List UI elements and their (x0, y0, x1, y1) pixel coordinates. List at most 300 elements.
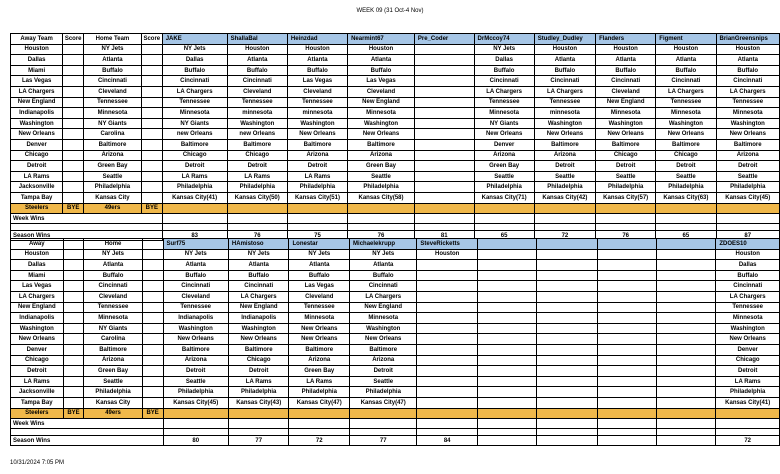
home-score-cell (142, 281, 163, 292)
week-wins-cell (537, 419, 597, 429)
pick-cell (417, 366, 478, 377)
pick-cell: Tennessee (227, 97, 287, 108)
pick-cell: Philadelphia (350, 387, 417, 398)
pick-cell (537, 313, 597, 324)
week-wins-cell (596, 214, 656, 224)
pick-cell: Kansas City(50) (227, 192, 287, 203)
home-team-cell: Green Bay (84, 161, 142, 172)
pick-cell (537, 366, 597, 377)
pick-cell: Cleveland (596, 86, 656, 97)
away-team-cell: Detroit (11, 161, 63, 172)
pick-cell: Cleveland (289, 291, 350, 302)
game-row (11, 313, 780, 324)
home-team-cell: Buffalo (84, 65, 142, 76)
pick-cell: Atlanta (227, 55, 287, 66)
pick-cell: Philadelphia (162, 182, 227, 193)
week-wins-cell (597, 419, 656, 429)
player-name-header: Lonestar (289, 239, 350, 250)
pick-cell (657, 260, 716, 271)
spacer-cell (414, 224, 474, 231)
away-team-cell: Las Vegas (11, 76, 63, 87)
pick-cell: Buffalo (228, 270, 289, 281)
pick-cell: Minnesota (716, 313, 780, 324)
bye-cell: BYE (141, 203, 162, 214)
home-team-cell: Atlanta (84, 55, 142, 66)
column-header: Away Team (11, 34, 63, 45)
pick-cell (477, 334, 536, 345)
away-score-cell (63, 97, 84, 108)
bye-filler-cell (596, 203, 656, 214)
season-wins-cell: 76 (596, 231, 656, 241)
pick-cell: Washington (348, 118, 415, 129)
player-name-header: BrianGreensnips (716, 34, 780, 45)
pick-cell: Baltimore (596, 139, 656, 150)
pick-cell (477, 344, 536, 355)
away-score-cell (63, 86, 84, 97)
away-team-cell: LA Chargers (11, 86, 63, 97)
away-score-cell (63, 55, 84, 66)
week-wins-cell (657, 419, 716, 429)
bye-filler-cell (162, 203, 227, 214)
bye-row (11, 408, 780, 419)
pick-cell (537, 323, 597, 334)
game-row (11, 249, 780, 260)
pick-cell: LA Rams (287, 171, 347, 182)
away-team-cell: Washington (11, 323, 64, 334)
bottom-pick-sheet (10, 238, 780, 446)
pick-cell: LA Rams (716, 376, 780, 387)
pick-cell (537, 344, 597, 355)
away-score-cell (63, 65, 84, 76)
away-team-cell: Miami (11, 270, 64, 281)
pick-cell: Minnesota (656, 108, 716, 119)
week-wins-cell (417, 419, 478, 429)
home-team-cell: Tennessee (84, 302, 142, 313)
home-team-cell: Arizona (84, 150, 142, 161)
away-score-cell (63, 323, 84, 334)
pick-cell: Seattle (534, 171, 595, 182)
pick-cell: Cincinnati (656, 76, 716, 87)
pick-cell (657, 376, 716, 387)
pick-cell: NY Giants (474, 118, 534, 129)
pick-cell: Kansas City(45) (716, 192, 780, 203)
pick-cell: LA Chargers (716, 86, 780, 97)
bye-filler-cell (348, 203, 415, 214)
home-score-cell (141, 86, 162, 97)
away-score-cell (63, 355, 84, 366)
pick-cell: Denver (716, 344, 780, 355)
pick-cell: Buffalo (716, 270, 780, 281)
home-score-cell (142, 355, 163, 366)
pick-cell: Green Bay (474, 161, 534, 172)
week-wins-cell (348, 214, 415, 224)
home-team-cell: Baltimore (84, 139, 142, 150)
pick-cell: Detroit (162, 161, 227, 172)
pick-cell (597, 397, 656, 408)
pick-cell: Washington (227, 118, 287, 129)
pick-cell: Cincinnati (716, 76, 780, 87)
pick-cell (537, 302, 597, 313)
week-wins-cell (228, 419, 289, 429)
away-team-cell: Tampa Bay (11, 397, 64, 408)
season-wins-cell: 87 (716, 231, 780, 241)
bye-filler-cell (716, 203, 780, 214)
home-team-cell: Buffalo (84, 270, 142, 281)
game-row (11, 55, 780, 66)
header-row (11, 34, 780, 45)
pick-cell (477, 249, 536, 260)
pick-cell (477, 270, 536, 281)
away-score-cell (63, 291, 84, 302)
pick-cell (477, 260, 536, 271)
pick-cell: Philadelphia (348, 182, 415, 193)
pick-cell: Buffalo (227, 65, 287, 76)
away-team-cell: New England (11, 97, 63, 108)
column-header (142, 239, 163, 250)
pick-cell: LA Chargers (656, 86, 716, 97)
pick-cell: Detroit (596, 161, 656, 172)
season-wins-label: Season Wins (11, 231, 163, 241)
pick-cell: Baltimore (227, 139, 287, 150)
pick-cell: LA Chargers (228, 291, 289, 302)
pick-cell: Washington (534, 118, 595, 129)
pick-cell: Philadelphia (474, 182, 534, 193)
pick-cell: Buffalo (534, 65, 595, 76)
week-wins-cell (227, 214, 287, 224)
header-row (11, 239, 780, 250)
season-wins-cell: 76 (348, 231, 415, 241)
bye-filler-cell (716, 408, 780, 419)
away-team-cell: Houston (11, 44, 63, 55)
pick-cell: Kansas City(43) (228, 397, 289, 408)
away-score-cell (63, 108, 84, 119)
pick-cell: Baltimore (162, 139, 227, 150)
home-team-cell: Cincinnati (84, 76, 142, 87)
game-row (11, 344, 780, 355)
player-name-header: Studley_Dudley (534, 34, 595, 45)
pick-cell (537, 397, 597, 408)
pick-cell: Atlanta (596, 55, 656, 66)
home-team-cell: Philadelphia (84, 182, 142, 193)
away-team-cell: Chicago (11, 150, 63, 161)
player-name-header: ZDOES10 (716, 239, 780, 250)
away-score-cell (63, 150, 84, 161)
pick-cell: LA Chargers (162, 86, 227, 97)
pick-cell: Philadelphia (596, 182, 656, 193)
pick-cell: NY Jets (228, 249, 289, 260)
pick-cell: Kansas City(41) (162, 192, 227, 203)
pick-cell: Buffalo (474, 65, 534, 76)
pick-cell: Philadelphia (716, 182, 780, 193)
game-row (11, 323, 780, 334)
away-team-cell: New Orleans (11, 129, 63, 140)
pick-cell: LA Rams (162, 171, 227, 182)
away-score-cell (63, 139, 84, 150)
pick-cell: Detroit (228, 366, 289, 377)
pick-cell (657, 323, 716, 334)
spacer-cell (716, 224, 780, 231)
season-wins-cell: 77 (350, 436, 417, 446)
pick-cell: Cleveland (227, 86, 287, 97)
pick-cell (657, 397, 716, 408)
pick-cell: Dallas (716, 260, 780, 271)
pick-cell: LA Chargers (534, 86, 595, 97)
home-score-cell (141, 182, 162, 193)
pick-cell: Washington (163, 323, 228, 334)
home-team-cell: Kansas City (84, 192, 142, 203)
pick-cell (417, 397, 478, 408)
home-team-cell: NY Giants (84, 323, 142, 334)
pick-cell: Atlanta (163, 260, 228, 271)
pick-cell: Tennessee (534, 97, 595, 108)
pick-cell: Arizona (474, 150, 534, 161)
season-wins-row (11, 436, 780, 446)
home-score-cell (142, 376, 163, 387)
away-score-cell (63, 334, 84, 345)
pick-cell: New Orleans (348, 129, 415, 140)
pick-cell: Cleveland (348, 86, 415, 97)
season-wins-cell: 83 (162, 231, 227, 241)
away-team-cell: Jacksonville (11, 387, 64, 398)
pick-cell (417, 376, 478, 387)
game-row (11, 118, 780, 129)
game-row (11, 291, 780, 302)
pick-cell: Seattle (348, 171, 415, 182)
game-row (11, 397, 780, 408)
pick-cell: Seattle (474, 171, 534, 182)
away-team-cell: Las Vegas (11, 281, 64, 292)
pick-cell (597, 323, 656, 334)
player-name-header (597, 239, 656, 250)
pick-cell: LA Chargers (716, 291, 780, 302)
away-score-cell (63, 302, 84, 313)
pick-cell: Philadelphia (656, 182, 716, 193)
pick-cell: Houston (716, 249, 780, 260)
pick-cell: Atlanta (348, 55, 415, 66)
away-team-cell: Jacksonville (11, 182, 63, 193)
pick-cell: Houston (656, 44, 716, 55)
pick-cell: Houston (348, 44, 415, 55)
pick-cell (537, 355, 597, 366)
pick-cell: Dallas (162, 55, 227, 66)
pick-cell: Tennessee (162, 97, 227, 108)
pick-cell (537, 334, 597, 345)
week-wins-label: Week Wins (11, 419, 164, 429)
pick-cell (597, 355, 656, 366)
pick-cell: Houston (417, 249, 478, 260)
pick-cell (597, 260, 656, 271)
pick-cell (414, 139, 474, 150)
away-team-cell: Detroit (11, 366, 64, 377)
home-score-cell (141, 65, 162, 76)
bye-filler-cell (287, 203, 347, 214)
pick-cell: New Orleans (228, 334, 289, 345)
bye-row (11, 203, 780, 214)
pick-cell: Green Bay (348, 161, 415, 172)
pick-cell (597, 291, 656, 302)
game-row (11, 76, 780, 87)
home-score-cell (141, 192, 162, 203)
pick-cell: New Orleans (163, 334, 228, 345)
pick-cell: Arizona (534, 150, 595, 161)
pick-cell: Detroit (163, 366, 228, 377)
pick-cell (537, 281, 597, 292)
pick-cell: Atlanta (656, 55, 716, 66)
home-score-cell (141, 171, 162, 182)
game-row (11, 302, 780, 313)
spacer-cell (228, 429, 289, 436)
bye-filler-cell (657, 408, 716, 419)
pick-cell: Arizona (289, 355, 350, 366)
away-score-cell (63, 387, 84, 398)
away-score-cell (63, 249, 84, 260)
pick-cell: Atlanta (287, 55, 347, 66)
home-score-cell (142, 291, 163, 302)
pick-cell (597, 344, 656, 355)
home-team-cell: Carolina (84, 334, 142, 345)
pick-cell: Kansas City(63) (656, 192, 716, 203)
pick-cell: Baltimore (228, 344, 289, 355)
pick-cell (417, 355, 478, 366)
pick-cell: Atlanta (716, 55, 780, 66)
pick-cell: Buffalo (287, 65, 347, 76)
home-team-cell: NY Jets (84, 44, 142, 55)
week-wins-cell (716, 214, 780, 224)
home-score-cell (141, 76, 162, 87)
pick-cell: NY Jets (163, 249, 228, 260)
away-team-cell: Tampa Bay (11, 192, 63, 203)
away-score-cell (63, 182, 84, 193)
away-score-cell (63, 376, 84, 387)
pick-cell: Washington (596, 118, 656, 129)
pick-cell: new Orleans (162, 129, 227, 140)
away-score-cell (63, 161, 84, 172)
season-wins-cell: 80 (163, 436, 228, 446)
away-score-cell (63, 44, 84, 55)
pick-cell (477, 355, 536, 366)
pick-cell: Denver (474, 139, 534, 150)
bye-filler-cell (228, 408, 289, 419)
pick-cell: Washington (350, 323, 417, 334)
game-row (11, 65, 780, 76)
player-name-header: Surf75 (163, 239, 228, 250)
season-wins-cell (597, 436, 656, 446)
pick-cell (477, 302, 536, 313)
pick-cell: New England (596, 97, 656, 108)
pick-cell (417, 323, 478, 334)
away-team-cell: New England (11, 302, 64, 313)
pick-cell (597, 334, 656, 345)
spacer-cell (163, 429, 228, 436)
pick-cell (477, 376, 536, 387)
pick-cell (414, 192, 474, 203)
pick-cell: New Orleans (656, 129, 716, 140)
pick-cell: Baltimore (287, 139, 347, 150)
pick-cell: Chicago (656, 150, 716, 161)
game-row (11, 376, 780, 387)
spacer-cell (597, 429, 656, 436)
bye-filler-cell (417, 408, 478, 419)
bye-cell: BYE (63, 408, 84, 419)
game-row (11, 334, 780, 345)
away-score-cell (63, 129, 84, 140)
pick-cell (477, 323, 536, 334)
pick-cell: Buffalo (716, 65, 780, 76)
home-team-cell: NY Giants (84, 118, 142, 129)
spacer-cell (477, 429, 536, 436)
pick-cell (477, 281, 536, 292)
pick-cell: Minnesota (162, 108, 227, 119)
week-wins-cell (716, 419, 780, 429)
pick-cell (537, 260, 597, 271)
away-team-cell: LA Chargers (11, 291, 64, 302)
spacer-cell (348, 224, 415, 231)
spacer-cell (656, 224, 716, 231)
home-team-cell: Cleveland (84, 291, 142, 302)
pick-cell: LA Chargers (350, 291, 417, 302)
pick-cell (477, 397, 536, 408)
pick-cell: Tennessee (163, 302, 228, 313)
pick-cell: Baltimore (656, 139, 716, 150)
pick-cell (414, 76, 474, 87)
away-score-cell (63, 118, 84, 129)
pick-cell: Cincinnati (162, 76, 227, 87)
spacer-cell (289, 429, 350, 436)
pick-cell: Buffalo (350, 270, 417, 281)
week-wins-cell (350, 419, 417, 429)
pick-cell (597, 249, 656, 260)
pick-cell (657, 334, 716, 345)
pick-cell: Atlanta (350, 260, 417, 271)
bye-filler-cell (163, 408, 228, 419)
home-team-cell: Kansas City (84, 397, 142, 408)
bye-cell: Steelers (11, 408, 64, 419)
spacer-cell (716, 429, 780, 436)
pick-cell (414, 171, 474, 182)
pick-cell: Atlanta (289, 260, 350, 271)
season-wins-cell: 72 (289, 436, 350, 446)
pick-cell: Detroit (716, 161, 780, 172)
pick-cell (477, 387, 536, 398)
bye-cell: 49ers (84, 203, 142, 214)
pick-cell: Kansas City(41) (716, 397, 780, 408)
pick-cell (417, 313, 478, 324)
game-row (11, 171, 780, 182)
pick-cell: Arizona (716, 150, 780, 161)
week-wins-cell (477, 419, 536, 429)
pick-cell: New England (348, 97, 415, 108)
away-score-cell (63, 171, 84, 182)
home-score-cell (142, 270, 163, 281)
pick-cell (537, 291, 597, 302)
game-row (11, 129, 780, 140)
away-score-cell (63, 397, 84, 408)
pick-cell: minnesota (227, 108, 287, 119)
pick-cell: Kansas City(47) (350, 397, 417, 408)
game-row (11, 139, 780, 150)
pick-cell (537, 387, 597, 398)
home-team-cell: Cleveland (84, 86, 142, 97)
home-score-cell (141, 44, 162, 55)
game-row (11, 387, 780, 398)
season-wins-cell: 65 (656, 231, 716, 241)
pick-cell: Philadelphia (289, 387, 350, 398)
player-name-header: Pre_Coder (414, 34, 474, 45)
pick-cell: Arizona (163, 355, 228, 366)
pick-cell: Minnesota (596, 108, 656, 119)
pick-cell: Baltimore (534, 139, 595, 150)
away-team-cell: Houston (11, 249, 64, 260)
